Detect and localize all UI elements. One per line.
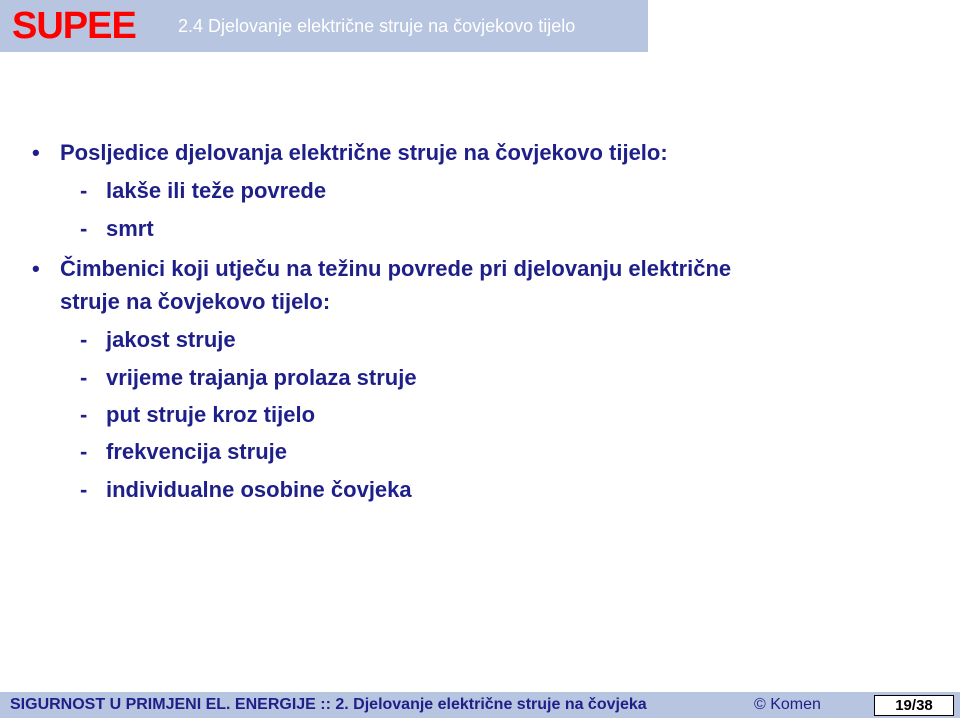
- footer-course-title: SIGURNOST U PRIMJENI EL. ENERGIJE :: 2. Djelovanje električne struje na čovjeka: [10, 696, 647, 713]
- bullet-icon: •: [32, 256, 40, 281]
- bullet-consequences: [32, 135, 912, 171]
- dash-marker: -: [80, 178, 88, 203]
- dash-marker: -: [80, 477, 88, 502]
- bullet-text: Posljedice djelovanja električne struje na čovjekovo tijelo:: [60, 140, 668, 165]
- list-item-text: jakost struje: [106, 327, 236, 352]
- slide-section-title: 2.4 Djelovanje električne struje na čovjekovo tijelo: [178, 16, 576, 36]
- dash-marker: -: [80, 365, 88, 390]
- list-item-text: lakše ili teže povrede: [106, 178, 327, 203]
- list-item-text: smrt: [106, 216, 154, 241]
- page-number: 19/38: [874, 695, 954, 716]
- dash-marker: -: [80, 216, 88, 241]
- list-item-text: vrijeme trajanja prolaza struje: [106, 365, 417, 390]
- list-item-text: individualne osobine čovjeka: [106, 477, 412, 502]
- brand-logo-text: SUPEE: [12, 5, 136, 47]
- dash-marker: -: [80, 327, 88, 352]
- footer-copyright: © Komen: [754, 696, 821, 713]
- bullet-factors: [32, 251, 912, 323]
- slide-footer: [0, 692, 960, 718]
- list-item-text: frekvencija struje: [106, 439, 287, 464]
- list-item-text: put struje kroz tijelo: [106, 402, 316, 427]
- dash-marker: -: [80, 402, 88, 427]
- bullet-text-line1: Čimbenici koji utječu na težinu povrede pri djelovanju električne: [60, 256, 732, 281]
- bullet-icon: •: [32, 140, 40, 165]
- bullet-text-line2: struje na čovjekovo tijelo:: [60, 289, 331, 314]
- dash-marker: -: [80, 439, 88, 464]
